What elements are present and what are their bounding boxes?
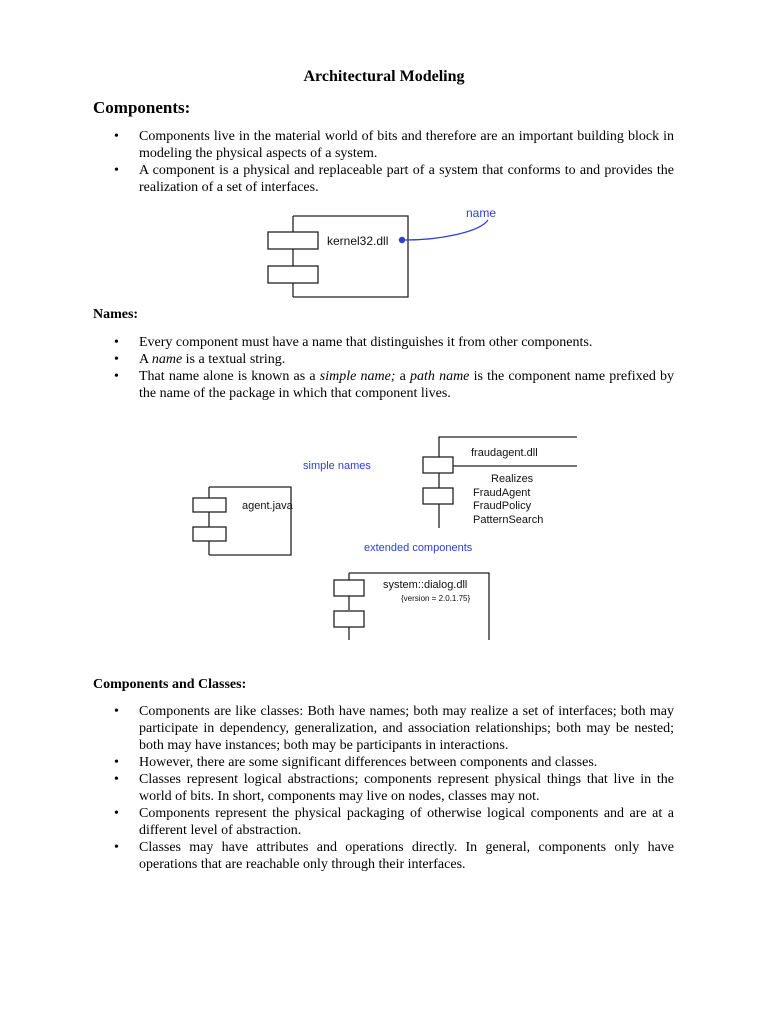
list-item: • Classes may have attributes and operations directly. In general, components only have operations that are reachable only through their interfaces. [93,839,674,873]
component-name-label: kernel32.dll [327,234,389,248]
components-classes-heading: Components and Classes: [93,677,247,692]
realized-interface: PatternSearch [473,514,544,526]
list-item: • Components live in the material world of bits and therefore are an important building block in modeling the physical aspects of a system. [93,128,674,162]
realized-interface: FraudAgent [473,487,531,499]
list-item: • Components represent the physical packaging of otherwise logical components and are at a different level of abstraction. [93,805,674,839]
components-classes-bullet-list [93,703,674,873]
simple-name-term: simple name; [319,369,396,384]
names-heading: Names: [93,307,139,322]
agent-component [193,487,291,555]
list-item: • However, there are some significant differences between components and classes. [93,754,674,771]
list-item: • Every component must have a name that distinguishes it from other components. [93,334,674,351]
extended-components-label: extended components [364,542,473,554]
callout-label: name [466,206,497,220]
components-heading: Components: [93,98,191,117]
page-title: Architectural Modeling [303,68,465,85]
list-item: • Classes represent logical abstractions; components represent physical things that live in the world of bits. In short, components may live on nodes, classes may not. [93,771,674,805]
list-item: • A name is a textual string. [93,351,674,368]
name-term: name [151,352,183,367]
dialog-label: system::dialog.dll [383,579,468,591]
list-item: • A component is a physical and replaceable part of a system that conforms to and provides the realization of a set of interfaces. [93,162,674,196]
path-name-term: path name [410,369,470,384]
agent-label: agent.java [242,500,293,512]
simple-names-label: simple names [303,460,371,472]
list-item: • Components are like classes: Both have names; both may realize a set of interfaces; both may participate in dependency, generalization, and association relationships; both may be nested; both may have instances; both may be participants in interactions. [93,703,674,754]
version-tag: {version = 2.0.1.75} [401,594,471,603]
realized-interface: FraudPolicy [473,500,532,512]
fraudagent-label: fraudagent.dll [471,447,538,459]
list-item: • That name alone is known as a simple name; a path name is the component name prefixed by the name of the package in which that component lives. [93,368,674,402]
realizes-label: Realizes [491,473,534,485]
